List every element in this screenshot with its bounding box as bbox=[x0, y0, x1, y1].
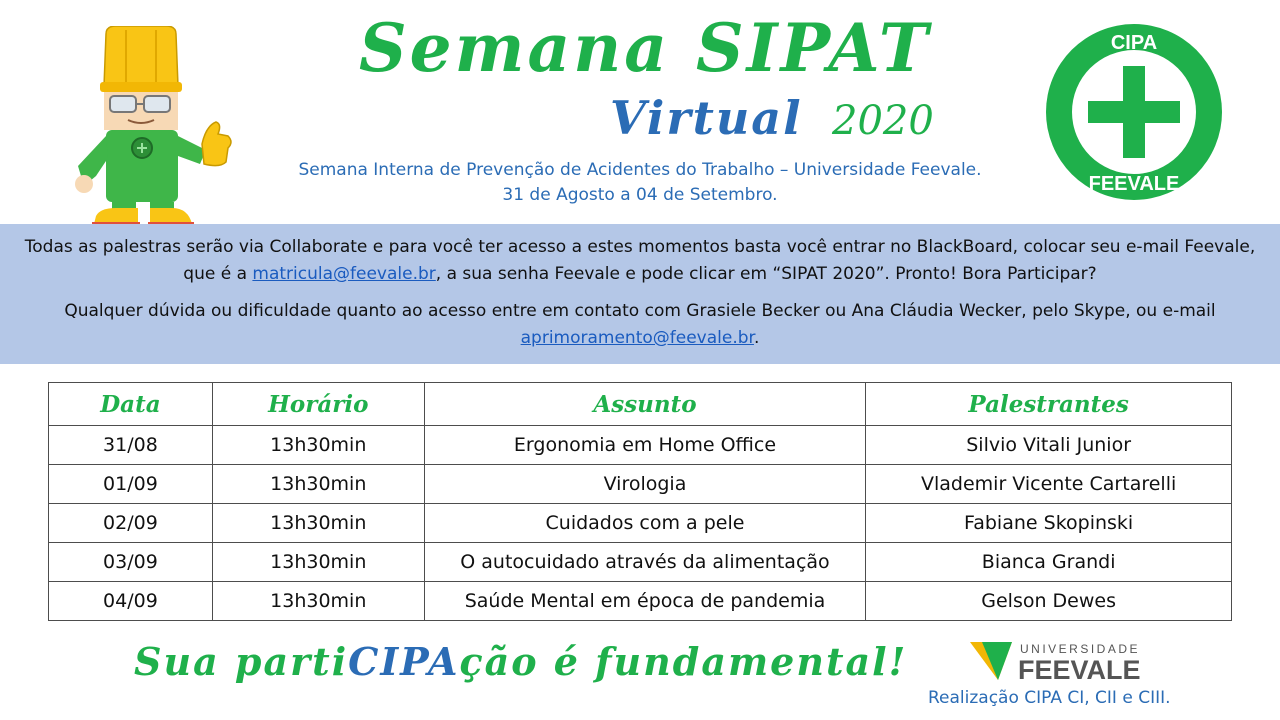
access-instructions bbox=[16, 234, 1264, 288]
cipa-feevale-logo bbox=[1044, 22, 1224, 202]
access-info-band bbox=[0, 224, 1280, 364]
slogan bbox=[134, 636, 907, 688]
feevale-logo-top: UNIVERSIDADE bbox=[1020, 642, 1141, 656]
cell-date: 31/08 bbox=[49, 426, 213, 465]
cell-time: 13h30min bbox=[212, 582, 424, 621]
contact-info-text-end: . bbox=[753, 328, 760, 348]
access-instructions-text-end: , a sua senha Feevale e pode clicar em “SIPAT 2020”. Pronto! Bora Participar? bbox=[435, 264, 1097, 284]
header-horario: Horário bbox=[212, 383, 424, 426]
cell-speaker: Fabiane Skopinski bbox=[866, 504, 1232, 543]
cell-time: 13h30min bbox=[212, 543, 424, 582]
contact-info bbox=[16, 298, 1264, 352]
slogan-part2: ção é fundamental! bbox=[459, 639, 908, 684]
cell-time: 13h30min bbox=[212, 426, 424, 465]
cell-subject: Virologia bbox=[424, 465, 866, 504]
slogan-accent: CIPA bbox=[348, 639, 460, 684]
mascot-illustration bbox=[56, 26, 246, 226]
cell-date: 04/09 bbox=[49, 582, 213, 621]
table-row bbox=[49, 426, 1232, 465]
event-subtitle: Semana Interna de Prevenção de Acidentes do Trabalho – Universidade Feevale. bbox=[298, 160, 982, 180]
cell-speaker: Vlademir Vicente Cartarelli bbox=[866, 465, 1232, 504]
cipa-logo-bottom-text: FEEVALE bbox=[1088, 173, 1180, 195]
organizer-credit: Realização CIPA CI, CII e CIII. bbox=[928, 688, 1171, 708]
feevale-university-logo bbox=[968, 638, 1158, 684]
cell-date: 02/09 bbox=[49, 504, 213, 543]
cell-time: 13h30min bbox=[212, 465, 424, 504]
cell-subject: Cuidados com a pele bbox=[424, 504, 866, 543]
table-row bbox=[49, 504, 1232, 543]
cell-date: 03/09 bbox=[49, 543, 213, 582]
header-assunto: Assunto bbox=[424, 383, 866, 426]
cell-speaker: Silvio Vitali Junior bbox=[866, 426, 1232, 465]
event-title-year: 2020 bbox=[832, 98, 934, 144]
cell-subject: Saúde Mental em época de pandemia bbox=[424, 582, 866, 621]
cell-date: 01/09 bbox=[49, 465, 213, 504]
event-dates: 31 de Agosto a 04 de Setembro. bbox=[502, 185, 778, 205]
cipa-logo-top-text: CIPA bbox=[1110, 32, 1158, 54]
event-title: Semana SIPAT bbox=[358, 9, 932, 87]
table-header-row bbox=[49, 383, 1232, 426]
table-row bbox=[49, 543, 1232, 582]
header-data: Data bbox=[49, 383, 213, 426]
cell-speaker: Bianca Grandi bbox=[866, 543, 1232, 582]
header-palestrantes: Palestrantes bbox=[866, 383, 1232, 426]
cell-subject: Ergonomia em Home Office bbox=[424, 426, 866, 465]
schedule-table bbox=[48, 382, 1232, 621]
table-row bbox=[49, 582, 1232, 621]
event-title-virtual: Virtual bbox=[610, 91, 803, 145]
aprimoramento-email-link[interactable]: aprimoramento@feevale.br bbox=[520, 328, 754, 348]
access-instructions-text: Todas as palestras serão via Collaborate e para você ter acesso a estes momentos basta você entrar no BlackBoard, colocar seu e-mail Feevale, que é a bbox=[24, 237, 1256, 284]
slogan-part1: Sua parti bbox=[134, 639, 349, 684]
feevale-logo-name: FEEVALE bbox=[1018, 655, 1141, 684]
contact-info-text: Qualquer dúvida ou dificuldade quanto ao acesso entre em contato com Grasiele Becker ou Ana Cláudia Wecker, pelo Skype, ou e-mail bbox=[64, 301, 1216, 321]
table-row bbox=[49, 465, 1232, 504]
cell-subject: O autocuidado através da alimentação bbox=[424, 543, 866, 582]
cell-speaker: Gelson Dewes bbox=[866, 582, 1232, 621]
matricula-email-link[interactable]: matricula@feevale.br bbox=[252, 264, 436, 284]
cell-time: 13h30min bbox=[212, 504, 424, 543]
